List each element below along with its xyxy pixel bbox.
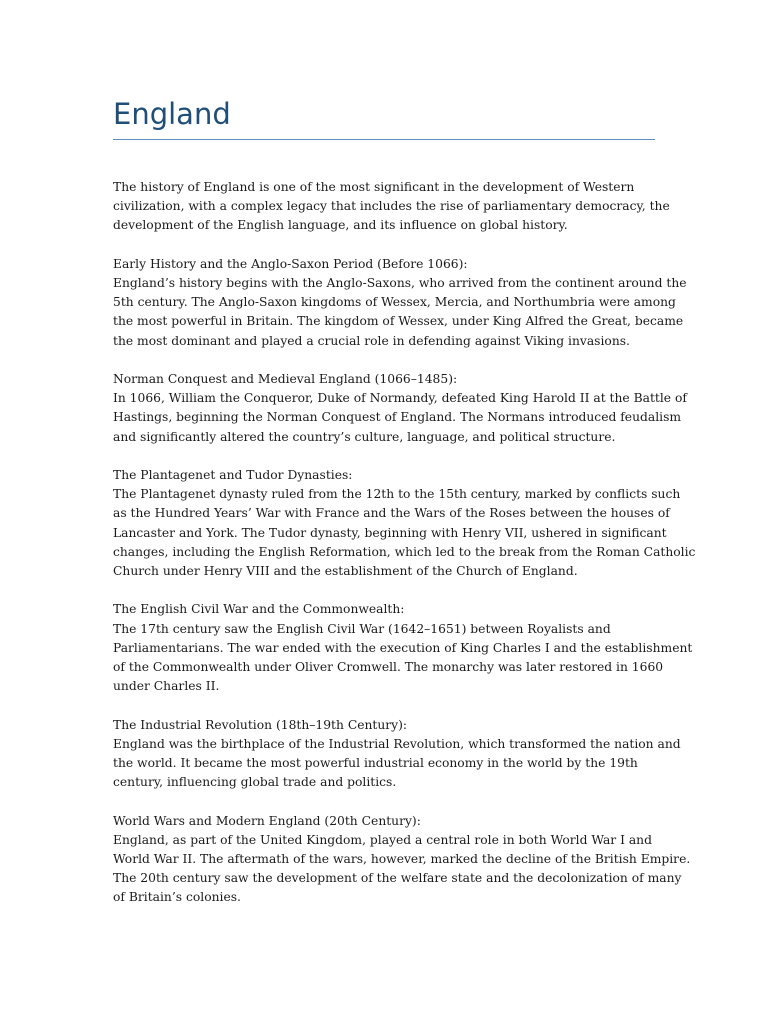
paragraph-line: the world. It became the most powerful industrial economy in the world by the 19th: [113, 756, 638, 771]
document-paragraph: [113, 812, 691, 908]
paragraph-line: and significantly altered the country’s culture, language, and political structure.: [113, 429, 616, 444]
document-paragraph: [113, 178, 670, 236]
paragraph-line: as the Hundred Years’ War with France and the Wars of the Roses between the houses of: [113, 506, 670, 521]
paragraph-line: England, as part of the United Kingdom, played a central role in both World War I and: [113, 832, 652, 847]
paragraph-line: The history of England is one of the most significant in the development of Western: [113, 180, 635, 194]
paragraph-line: of the Commonwealth under Oliver Cromwell. The monarchy was later restored in 1660: [113, 660, 664, 675]
document-paragraph: [113, 255, 687, 351]
paragraph-line: Parliamentarians. The war ended with the execution of King Charles I and the establishment: [113, 640, 693, 655]
document-paragraph: [113, 716, 681, 793]
document-paragraph: [113, 370, 687, 447]
paragraph-line: Lancaster and York. The Tudor dynasty, beginning with Henry VII, ushered in significant: [113, 525, 667, 540]
paragraph-line: England was the birthplace of the Industrial Revolution, which transformed the nation and: [113, 736, 681, 751]
document-paragraph: [113, 600, 693, 696]
paragraph-line: In 1066, William the Conqueror, Duke of Normandy, defeated King Harold II at the Battle of: [113, 391, 687, 406]
section-heading-line: World Wars and Modern England (20th Century):: [113, 813, 421, 828]
paragraph-line: century, influencing global trade and politics.: [113, 775, 397, 790]
paragraph-line: the most powerful in Britain. The kingdom of Wessex, under King Alfred the Great, became: [113, 314, 684, 329]
paragraph-line: civilization, with a complex legacy that includes the rise of parliamentary democracy, the: [113, 199, 670, 214]
paragraph-line: England’s history begins with the Anglo-Saxons, who arrived from the continent around the: [113, 276, 687, 290]
document-paragraph: [113, 466, 696, 581]
paragraph-line: World War II. The aftermath of the wars, however, marked the decline of the British Empire.: [113, 852, 691, 867]
paragraph-line: 5th century. The Anglo-Saxon kingdoms of Wessex, Mercia, and Northumbria were among: [113, 295, 676, 310]
section-heading-line: The Plantagenet and Tudor Dynasties:: [113, 468, 353, 482]
title-underline-rule: [113, 139, 655, 140]
paragraph-line: The 20th century saw the development of the welfare state and the decolonization of many: [113, 871, 682, 886]
section-heading-line: Norman Conquest and Medieval England (1066–1485):: [113, 372, 458, 386]
section-heading-line: The English Civil War and the Commonwealth:: [113, 602, 405, 617]
paragraph-line: The 17th century saw the English Civil War (1642–1651) between Royalists and: [113, 621, 611, 636]
document-title: England: [113, 97, 231, 131]
paragraph-line: Church under Henry VIII and the establishment of the Church of England.: [113, 564, 578, 579]
paragraph-line: Hastings, beginning the Norman Conquest of England. The Normans introduced feudalism: [113, 410, 682, 425]
paragraph-line: under Charles II.: [113, 679, 220, 694]
paragraph-line: The Plantagenet dynasty ruled from the 12th to the 15th century, marked by conflicts such: [113, 487, 681, 502]
paragraph-line: changes, including the English Reformation, which led to the break from the Roman Catholic: [113, 544, 696, 559]
section-heading-line: Early History and the Anglo-Saxon Period (Before 1066):: [113, 256, 468, 271]
paragraph-line: of Britain’s colonies.: [113, 890, 241, 905]
paragraph-line: development of the English language, and its influence on global history.: [113, 218, 568, 233]
paragraph-line: the most dominant and played a crucial role in defending against Viking invasions.: [113, 333, 630, 348]
section-heading-line: The Industrial Revolution (18th–19th Century):: [113, 717, 408, 732]
document-body: [113, 178, 696, 927]
